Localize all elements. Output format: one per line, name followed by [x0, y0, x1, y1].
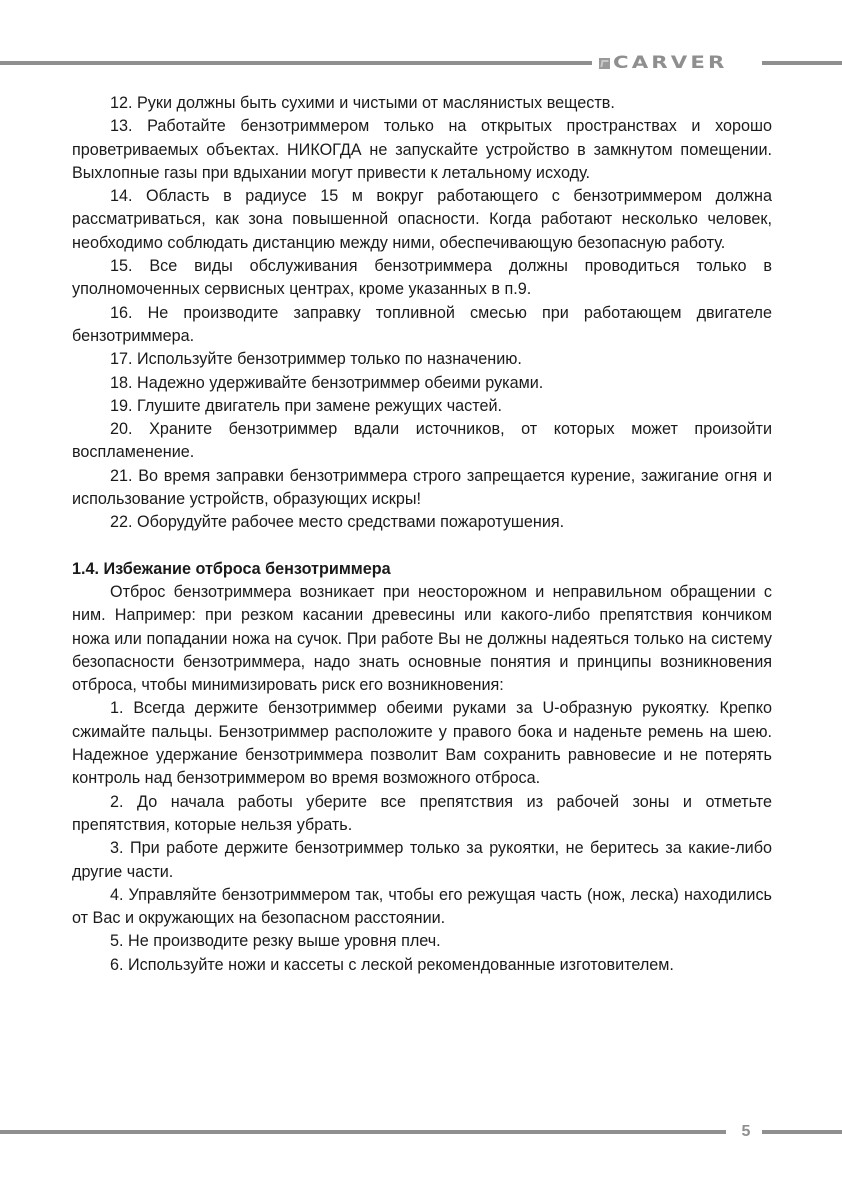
list-item: 6. Используйте ножи и кассеты с леской рекомендованные изготовителем.	[110, 955, 674, 974]
list-item: 2. До начала работы уберите все препятствия из рабочей зоны и отметьте препятствия, которые нельзя убрать.	[72, 792, 772, 834]
list-item: 21. Во время заправки бензотриммера строго запрещается курение, зажигание огня и использование устройств, образующих искры!	[72, 466, 772, 509]
list-item: 1. Всегда держите бензотриммер обеими руками за U-образную рукоятку. Крепко сжимайте пальцы. Бензотриммер расположите у правого бока и наденьте ремень на шею. Надежное удержание бензотриммера позволит Вам сохранить равновесие и не потерять контроль над бензотриммером во время возможного отброса.	[72, 699, 772, 788]
list-item: 22. Оборудуйте рабочее место средствами пожаротушения.	[110, 513, 565, 532]
page-number: 5	[741, 1123, 751, 1140]
list-item: 3. При работе держите бензотриммер только за рукоятки, не беритесь за какие-либо другие части.	[72, 839, 772, 881]
section-intro: Отброс бензотриммера возникает при неосторожном и неправильном обращении с ним. Например: при резком касании древесины или какого-либо препятствия кончиком ножа или попадании ножа на сучок. При работе Вы не должны надеяться только на систему безопасности бензотриммера, надо знать основные понятия и принципы возникновения отброса, чтобы минимизировать риск его возникновения:	[72, 582, 772, 695]
list-item: 5. Не производите резку выше уровня плеч.	[110, 932, 441, 951]
list-item: 19. Глушите двигатель при замене режущих частей.	[110, 396, 502, 415]
footer-rule	[762, 1130, 842, 1134]
header-rule	[762, 61, 842, 65]
footer-rule	[0, 1130, 726, 1134]
section-heading: 1.4. Избежание отброса бензотриммера	[72, 559, 391, 578]
brand-logo	[599, 53, 728, 73]
list-item: 14. Область в радиусе 15 м вокруг работающего с бензотриммером должна рассматриваться, как зона повышенной опасности. Когда работают несколько человек, необходимо соблюдать дистанцию между ними, обеспечивающую безопасную работу.	[72, 187, 772, 252]
list-item: 18. Надежно удерживайте бензотриммер обеими руками.	[110, 373, 544, 392]
list-item: 13. Работайте бензотриммером только на открытых пространствах и хорошо проветриваемых объектах. НИКОГДА не запускайте устройство в замкнутом помещении. Выхлопные газы при вдыхании могут привести к летальному исходу.	[72, 117, 772, 182]
list-item: 15. Все виды обслуживания бензотриммера должны проводиться только в уполномоченных сервисных центрах, кроме указанных в п.9.	[72, 257, 772, 299]
list-item: 20. Храните бензотриммер вдали источников, от которых может произойти воспламенение.	[72, 420, 772, 462]
list-item: 12. Руки должны быть сухими и чистыми от маслянистых веществ.	[110, 94, 615, 112]
carver-logo-mark-icon	[599, 58, 610, 69]
list-item: 4. Управляйте бензотриммером так, чтобы его режущая часть (нож, леска) находились от Вас и окружающих на безопасном расстоянии.	[72, 885, 772, 928]
brand-name: CARVER	[613, 53, 728, 73]
page-body	[72, 92, 772, 977]
list-item: 16. Не производите заправку топливной смесью при работающем двигателе бензотриммера.	[72, 303, 772, 345]
list-item: 17. Используйте бензотриммер только по назначению.	[110, 350, 522, 369]
header-rule	[0, 61, 592, 65]
